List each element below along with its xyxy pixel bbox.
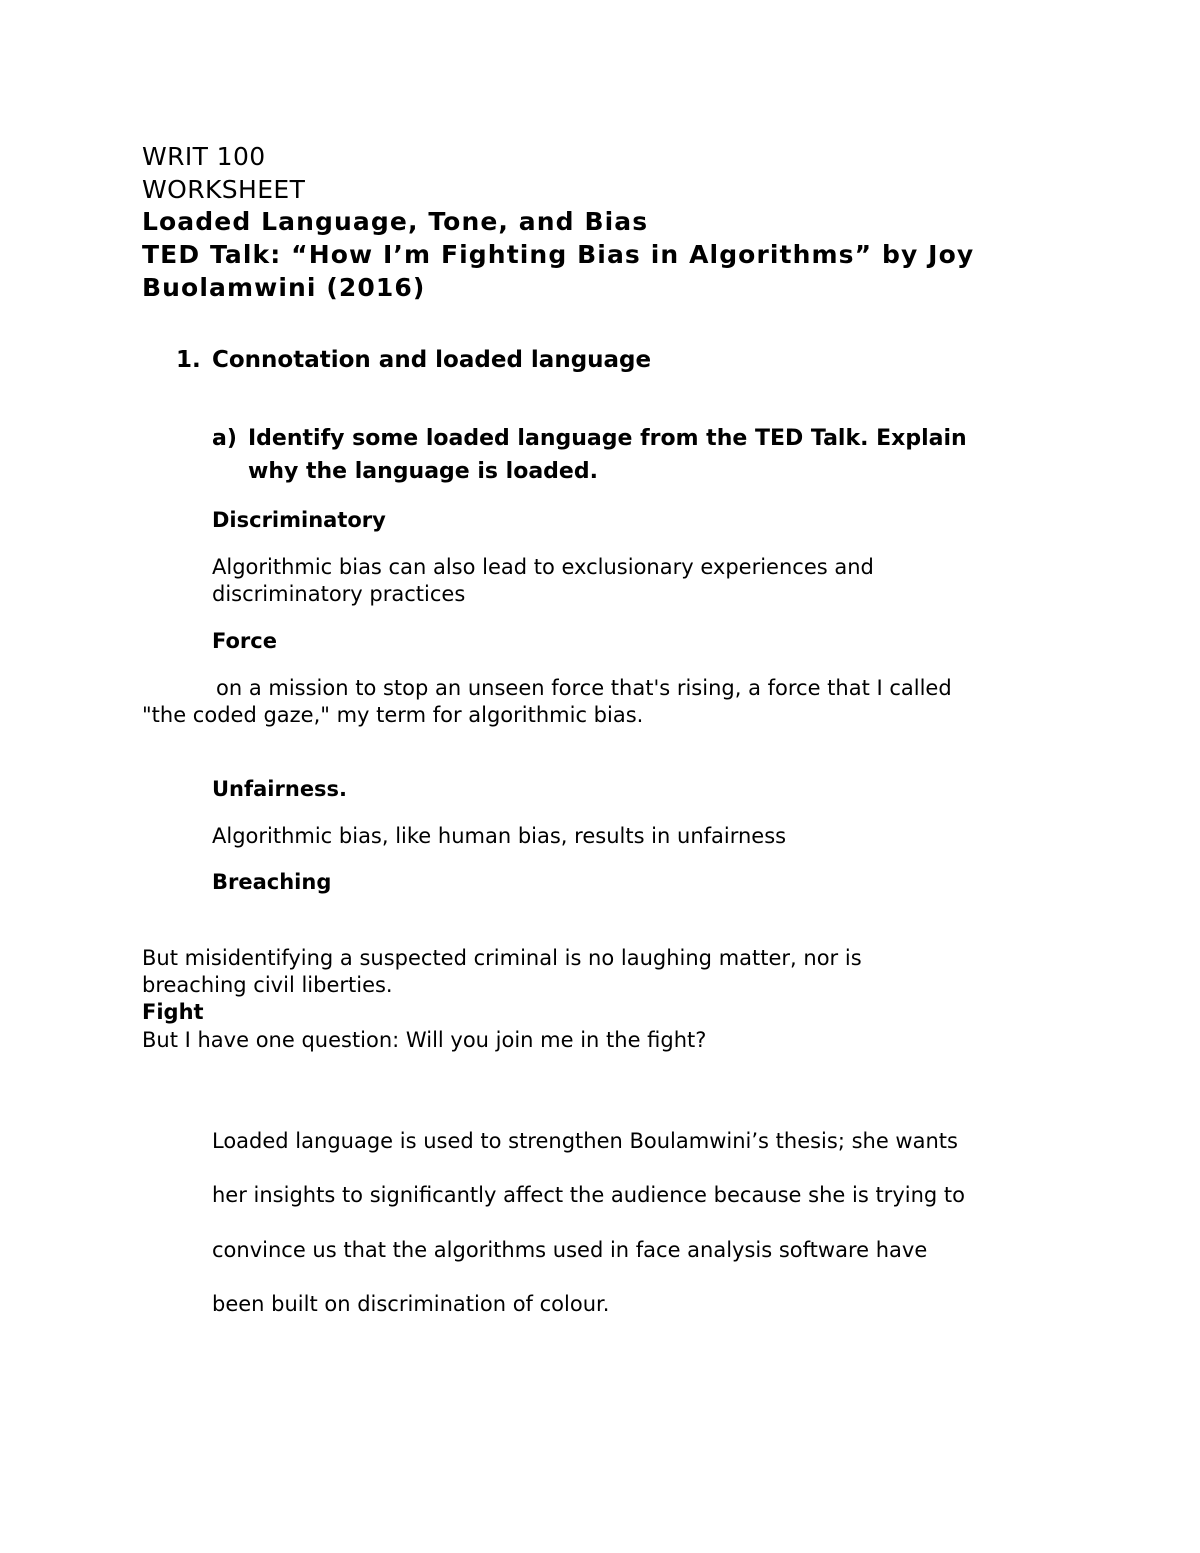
explanation-line-2: her insights to significantly affect the audience because she is trying to [212,1183,965,1207]
explanation-line-3: convince us that the algorithms used in face analysis software have [212,1238,928,1262]
question-line-1: Identify some loaded language from the TED Talk. Explain [248,426,967,451]
example-quote-line-1: But misidentifying a suspected criminal is no laughing matter, nor is [142,946,862,970]
example-quote-line-1: Algorithmic bias can also lead to exclusionary experiences and [212,555,874,579]
question-line-2: why the language is loaded. [248,459,598,484]
section-title: Connotation and loaded language [212,347,652,373]
section-number: 1. [176,347,201,373]
explanation-line-4: been built on discrimination of colour. [212,1292,610,1316]
example-term: Fight [142,1000,204,1024]
example-term: Force [212,629,277,653]
source-line-1: TED Talk: “How I’m Fighting Bias in Algorithms” by Joy [142,240,975,269]
course-code: WRIT 100 [142,142,266,171]
example-term: Unfairness. [212,777,348,801]
source-line-2: Buolamwini (2016) [142,273,426,302]
example-term: Breaching [212,870,332,894]
worksheet-topic: Loaded Language, Tone, and Bias [142,207,649,236]
example-quote-line-2: breaching civil liberties. [142,973,393,997]
explanation-line-1: Loaded language is used to strengthen Boulamwini’s thesis; she wants [212,1129,958,1153]
question-label: a) [212,426,237,451]
example-quote-line-1: Algorithmic bias, like human bias, results in unfairness [212,824,787,848]
example-quote-line-2: "the coded gaze," my term for algorithmic bias. [142,703,644,727]
document-type: WORKSHEET [142,175,306,204]
example-term: Discriminatory [212,508,386,532]
example-quote-line-1: on a mission to stop an unseen force that's rising, a force that I called [216,676,952,700]
example-quote-line-2: discriminatory practices [212,582,466,606]
example-quote-line-1: But I have one question: Will you join me in the fight? [142,1028,707,1052]
